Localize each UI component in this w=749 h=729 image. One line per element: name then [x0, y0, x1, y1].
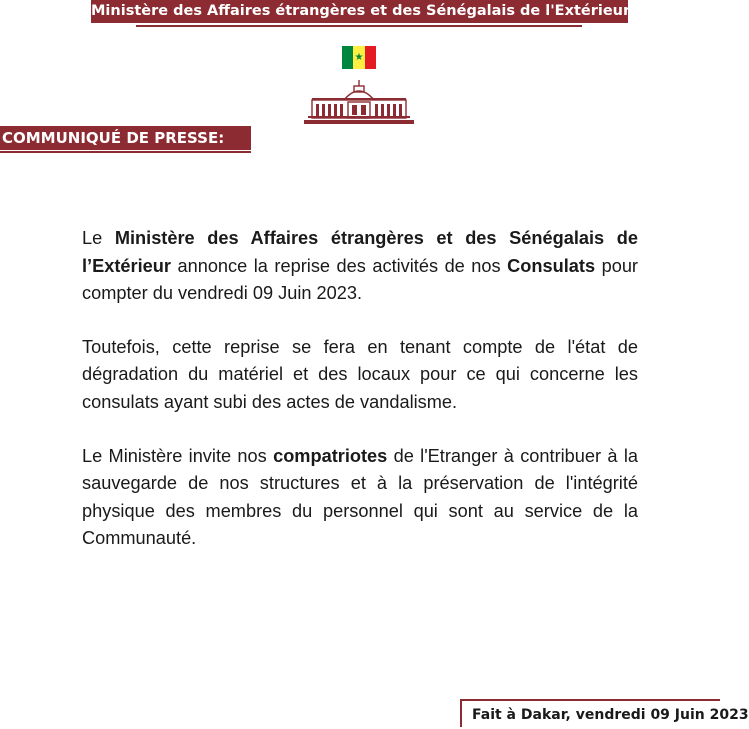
communique-body: [82, 225, 638, 579]
p3-text-2: de l'Etranger à contribuer à la sauvegarde de nos structures et à la préservation de l'intégrité physique des membres du personnel qui sont au service de la Communauté.: [82, 445, 638, 549]
p1-bold-consulats: Consulats: [507, 255, 596, 276]
press-release-label: [0, 126, 251, 150]
p3-bold-compatriotes: compatriotes: [273, 445, 388, 466]
p1-text-2: annonce la reprise des activités de nos: [170, 255, 508, 276]
header-banner: [91, 0, 631, 23]
header-underline: [136, 25, 582, 27]
p1-text-1: Le: [82, 228, 115, 248]
ministry-building-icon: [304, 80, 414, 128]
press-release-text: COMMUNIQUÉ DE PRESSE:: [2, 129, 225, 147]
p3-text-1: Le Ministère invite nos: [82, 445, 274, 466]
paragraph-2: [82, 334, 638, 417]
senegal-flag-icon: [342, 46, 376, 69]
signature-line: [460, 699, 749, 727]
flag-star-icon: ★: [354, 51, 364, 63]
p2-text-1: Toutefois, cette reprise se fera en tenant compte de l'état de dégradation du matériel et des locaux pour ce qui concerne les consulats ayant subi des actes de vandalisme.: [82, 336, 638, 412]
p1-text-3: pour compter du vendredi 09 Juin 2023.: [82, 255, 638, 304]
press-label-underline: [0, 151, 251, 153]
p1-bold-ministry: Ministère des Affaires étrangères et des Sénégalais de l’Extérieur: [82, 228, 638, 276]
paragraph-3: [82, 443, 638, 553]
header-title: Ministère des Affaires étrangères et des Sénégalais de l'Extérieur: [91, 3, 631, 19]
signature-text: Fait à Dakar, vendredi 09 Juin 2023: [472, 707, 749, 723]
paragraph-1: [82, 225, 638, 308]
